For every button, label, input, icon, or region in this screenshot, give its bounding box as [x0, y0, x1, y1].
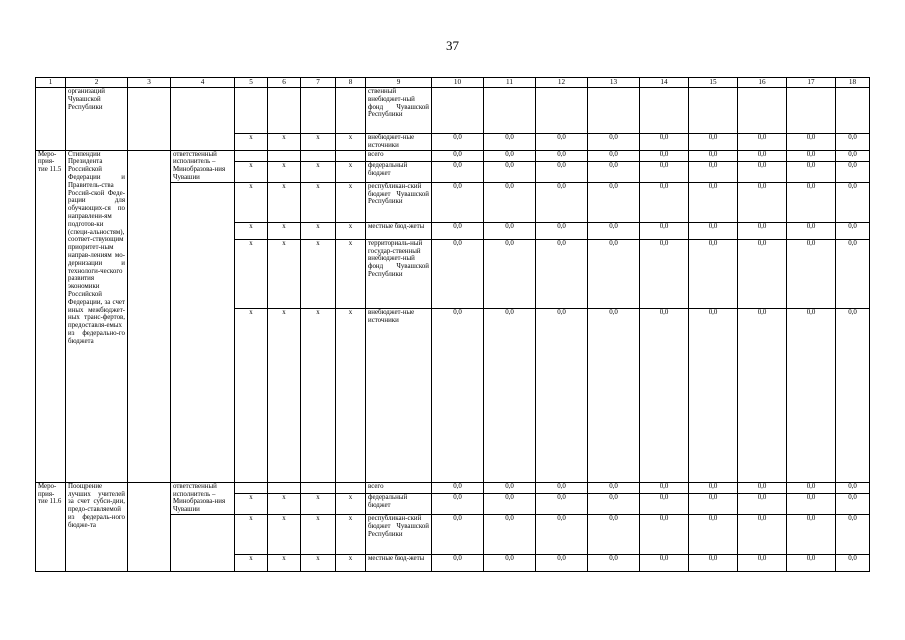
- value-cell: 0,0: [738, 514, 787, 554]
- value-cell: [689, 88, 738, 134]
- code-cell: x: [268, 239, 301, 308]
- measure-label-cell: Меро-прия-тие 11.6: [36, 482, 66, 571]
- value-cell: 0,0: [787, 134, 836, 151]
- code-cell: [235, 88, 268, 134]
- code-cell: x: [301, 134, 336, 151]
- measure-col3-cell: [128, 150, 171, 482]
- code-cell: x: [235, 134, 268, 151]
- value-cell: 0,0: [689, 134, 738, 151]
- column-number-cell: 8: [336, 78, 366, 88]
- code-cell: x: [336, 239, 366, 308]
- code-cell: [268, 150, 301, 161]
- cont-col1-cell: [36, 88, 66, 151]
- value-cell: 0,0: [640, 514, 689, 554]
- executor-cell: ответственный исполнитель – Минобразова-ния Чувашии: [171, 482, 235, 514]
- code-cell: [235, 150, 268, 161]
- value-cell: 0,0: [787, 308, 836, 482]
- value-cell: 0,0: [536, 161, 588, 182]
- code-cell: x: [235, 239, 268, 308]
- code-cell: x: [268, 222, 301, 239]
- code-cell: x: [301, 161, 336, 182]
- code-cell: x: [235, 514, 268, 554]
- column-number-cell: 3: [128, 78, 171, 88]
- code-cell: x: [301, 514, 336, 554]
- cont-name-cell: организаций Чувашской Республики: [66, 88, 128, 151]
- value-cell: 0,0: [536, 308, 588, 482]
- value-cell: 0,0: [787, 554, 836, 571]
- value-cell: 0,0: [689, 554, 738, 571]
- value-cell: 0,0: [432, 482, 484, 493]
- value-cell: 0,0: [640, 554, 689, 571]
- code-cell: x: [336, 554, 366, 571]
- value-cell: 0,0: [640, 308, 689, 482]
- value-cell: 0,0: [689, 182, 738, 222]
- value-cell: 0,0: [640, 150, 689, 161]
- value-cell: 0,0: [787, 493, 836, 514]
- funding-source-cell: внебюджет-ные источники: [366, 134, 432, 151]
- value-cell: 0,0: [588, 482, 640, 493]
- executor-cell: ответственный исполнитель – Минобразова-ния Чувашии: [171, 150, 235, 182]
- value-cell: 0,0: [836, 554, 870, 571]
- value-cell: 0,0: [787, 150, 836, 161]
- code-cell: x: [301, 239, 336, 308]
- code-cell: x: [268, 493, 301, 514]
- value-cell: 0,0: [432, 222, 484, 239]
- funding-source-cell: всего: [366, 482, 432, 493]
- value-cell: [640, 88, 689, 134]
- code-cell: [336, 482, 366, 493]
- value-cell: 0,0: [738, 161, 787, 182]
- value-cell: 0,0: [432, 182, 484, 222]
- value-cell: 0,0: [588, 308, 640, 482]
- value-cell: [484, 88, 536, 134]
- value-cell: 0,0: [689, 222, 738, 239]
- funding-source-cell: местные бюд-жеты: [366, 554, 432, 571]
- value-cell: 0,0: [836, 482, 870, 493]
- value-cell: 0,0: [536, 554, 588, 571]
- value-cell: 0,0: [738, 308, 787, 482]
- column-number-cell: 4: [171, 78, 235, 88]
- code-cell: x: [235, 308, 268, 482]
- value-cell: 0,0: [738, 150, 787, 161]
- table-row: [36, 150, 870, 161]
- value-cell: [836, 88, 870, 134]
- code-cell: [301, 88, 336, 134]
- column-number-cell: 18: [836, 78, 870, 88]
- code-cell: x: [336, 514, 366, 554]
- value-cell: 0,0: [640, 134, 689, 151]
- value-cell: 0,0: [588, 150, 640, 161]
- value-cell: [432, 88, 484, 134]
- value-cell: 0,0: [738, 482, 787, 493]
- code-cell: x: [235, 222, 268, 239]
- value-cell: 0,0: [432, 161, 484, 182]
- value-cell: 0,0: [588, 239, 640, 308]
- column-number-cell: 1: [36, 78, 66, 88]
- value-cell: 0,0: [536, 493, 588, 514]
- value-cell: 0,0: [738, 493, 787, 514]
- code-cell: x: [336, 493, 366, 514]
- value-cell: 0,0: [432, 150, 484, 161]
- column-number-cell: 9: [366, 78, 432, 88]
- value-cell: 0,0: [836, 161, 870, 182]
- value-cell: 0,0: [432, 308, 484, 482]
- budget-table: [35, 77, 870, 572]
- value-cell: 0,0: [787, 161, 836, 182]
- value-cell: [588, 88, 640, 134]
- column-number-cell: 10: [432, 78, 484, 88]
- value-cell: 0,0: [536, 239, 588, 308]
- code-cell: x: [268, 182, 301, 222]
- code-cell: [268, 88, 301, 134]
- value-cell: 0,0: [484, 150, 536, 161]
- value-cell: 0,0: [689, 514, 738, 554]
- value-cell: 0,0: [836, 493, 870, 514]
- value-cell: 0,0: [484, 308, 536, 482]
- cont-executor-cell: [171, 88, 235, 151]
- value-cell: [738, 88, 787, 134]
- value-cell: 0,0: [689, 239, 738, 308]
- cont-col3-cell: [128, 88, 171, 151]
- code-cell: x: [268, 554, 301, 571]
- value-cell: 0,0: [484, 222, 536, 239]
- column-number-cell: 15: [689, 78, 738, 88]
- value-cell: 0,0: [536, 134, 588, 151]
- value-cell: 0,0: [536, 482, 588, 493]
- value-cell: 0,0: [787, 222, 836, 239]
- code-cell: x: [336, 161, 366, 182]
- value-cell: 0,0: [536, 514, 588, 554]
- code-cell: x: [301, 493, 336, 514]
- value-cell: 0,0: [588, 514, 640, 554]
- value-cell: [787, 88, 836, 134]
- value-cell: 0,0: [836, 134, 870, 151]
- value-cell: 0,0: [588, 134, 640, 151]
- value-cell: 0,0: [588, 554, 640, 571]
- column-number-cell: 16: [738, 78, 787, 88]
- column-number-row: [36, 78, 870, 88]
- funding-source-cell: республикан-ский бюджет Чувашской Республики: [366, 182, 432, 222]
- code-cell: x: [235, 554, 268, 571]
- value-cell: 0,0: [738, 239, 787, 308]
- value-cell: 0,0: [738, 554, 787, 571]
- code-cell: x: [235, 182, 268, 222]
- value-cell: 0,0: [484, 482, 536, 493]
- code-cell: x: [336, 308, 366, 482]
- value-cell: 0,0: [588, 182, 640, 222]
- column-number-cell: 12: [536, 78, 588, 88]
- value-cell: 0,0: [640, 182, 689, 222]
- value-cell: 0,0: [432, 554, 484, 571]
- code-cell: x: [336, 134, 366, 151]
- value-cell: 0,0: [738, 134, 787, 151]
- value-cell: 0,0: [588, 161, 640, 182]
- code-cell: x: [268, 134, 301, 151]
- code-cell: [336, 88, 366, 134]
- value-cell: 0,0: [836, 514, 870, 554]
- code-cell: x: [336, 182, 366, 222]
- code-cell: [301, 482, 336, 493]
- value-cell: 0,0: [836, 239, 870, 308]
- funding-source-cell: местные бюд-жеты: [366, 222, 432, 239]
- value-cell: 0,0: [787, 482, 836, 493]
- code-cell: x: [301, 182, 336, 222]
- value-cell: 0,0: [689, 161, 738, 182]
- funding-source-cell: ственный внебюджет-ный фонд Чувашской Республики: [366, 88, 432, 134]
- value-cell: 0,0: [689, 308, 738, 482]
- value-cell: 0,0: [432, 239, 484, 308]
- code-cell: x: [301, 308, 336, 482]
- measure-col3-cell: [128, 482, 171, 571]
- value-cell: 0,0: [484, 182, 536, 222]
- value-cell: 0,0: [640, 493, 689, 514]
- code-cell: x: [268, 514, 301, 554]
- column-number-cell: 2: [66, 78, 128, 88]
- code-cell: [235, 482, 268, 493]
- column-number-cell: 5: [235, 78, 268, 88]
- value-cell: 0,0: [536, 150, 588, 161]
- value-cell: 0,0: [484, 134, 536, 151]
- value-cell: 0,0: [432, 514, 484, 554]
- funding-source-cell: федеральный бюджет: [366, 493, 432, 514]
- value-cell: 0,0: [432, 134, 484, 151]
- value-cell: 0,0: [588, 222, 640, 239]
- funding-source-cell: территориаль-ный государ-ственный внебюджет-ный фонд Чувашской Республики: [366, 239, 432, 308]
- funding-source-cell: внебюджет-ные источники: [366, 308, 432, 482]
- value-cell: 0,0: [640, 482, 689, 493]
- value-cell: 0,0: [836, 308, 870, 482]
- value-cell: 0,0: [588, 493, 640, 514]
- value-cell: 0,0: [836, 182, 870, 222]
- funding-source-cell: всего: [366, 150, 432, 161]
- value-cell: 0,0: [640, 222, 689, 239]
- column-number-cell: 14: [640, 78, 689, 88]
- code-cell: x: [301, 222, 336, 239]
- funding-source-cell: республикан-ский бюджет Чувашской Республики: [366, 514, 432, 554]
- executor-empty-cell: [171, 514, 235, 571]
- column-number-cell: 7: [301, 78, 336, 88]
- value-cell: 0,0: [738, 182, 787, 222]
- value-cell: 0,0: [536, 222, 588, 239]
- column-number-cell: 11: [484, 78, 536, 88]
- value-cell: 0,0: [484, 161, 536, 182]
- value-cell: 0,0: [836, 222, 870, 239]
- table-row: [36, 88, 870, 134]
- value-cell: 0,0: [640, 161, 689, 182]
- value-cell: 0,0: [484, 514, 536, 554]
- column-number-cell: 13: [588, 78, 640, 88]
- page-number: 37: [446, 38, 459, 53]
- value-cell: 0,0: [787, 182, 836, 222]
- value-cell: 0,0: [689, 493, 738, 514]
- measure-name-cell: Поощрение лучших учителей за счет субси-дии, предо-ставляемой из федераль-ного бюдже-та: [66, 482, 128, 571]
- value-cell: 0,0: [787, 514, 836, 554]
- code-cell: x: [268, 161, 301, 182]
- code-cell: [268, 482, 301, 493]
- code-cell: x: [336, 222, 366, 239]
- value-cell: 0,0: [640, 239, 689, 308]
- value-cell: 0,0: [536, 182, 588, 222]
- value-cell: 0,0: [836, 150, 870, 161]
- value-cell: 0,0: [738, 222, 787, 239]
- value-cell: 0,0: [432, 493, 484, 514]
- code-cell: [301, 150, 336, 161]
- value-cell: 0,0: [787, 239, 836, 308]
- code-cell: x: [268, 308, 301, 482]
- code-cell: x: [235, 161, 268, 182]
- value-cell: [536, 88, 588, 134]
- value-cell: 0,0: [484, 554, 536, 571]
- executor-empty-cell: [171, 182, 235, 482]
- code-cell: x: [301, 554, 336, 571]
- value-cell: 0,0: [689, 150, 738, 161]
- value-cell: 0,0: [484, 239, 536, 308]
- value-cell: 0,0: [484, 493, 536, 514]
- table-row: [36, 482, 870, 493]
- column-number-cell: 6: [268, 78, 301, 88]
- code-cell: x: [235, 493, 268, 514]
- code-cell: [336, 150, 366, 161]
- funding-source-cell: федеральный бюджет: [366, 161, 432, 182]
- column-number-cell: 17: [787, 78, 836, 88]
- value-cell: 0,0: [689, 482, 738, 493]
- measure-name-cell: Стипендии Президента Российской Федерации и Правитель-ства Россий-ской Феде-рации для обучающих-ся по направлени-ям подготов-ки (специ-альностям), соответ-ствующим приоритет-ным направ-лениям мо-дернизации и технологи-ческого развития экономики Российской Федерации, за счет иных межбюджет-ных транс-фертов, предоставля-емых из федерально-го бюджета: [66, 150, 128, 482]
- measure-label-cell: Меро-прия-тие 11.5: [36, 150, 66, 482]
